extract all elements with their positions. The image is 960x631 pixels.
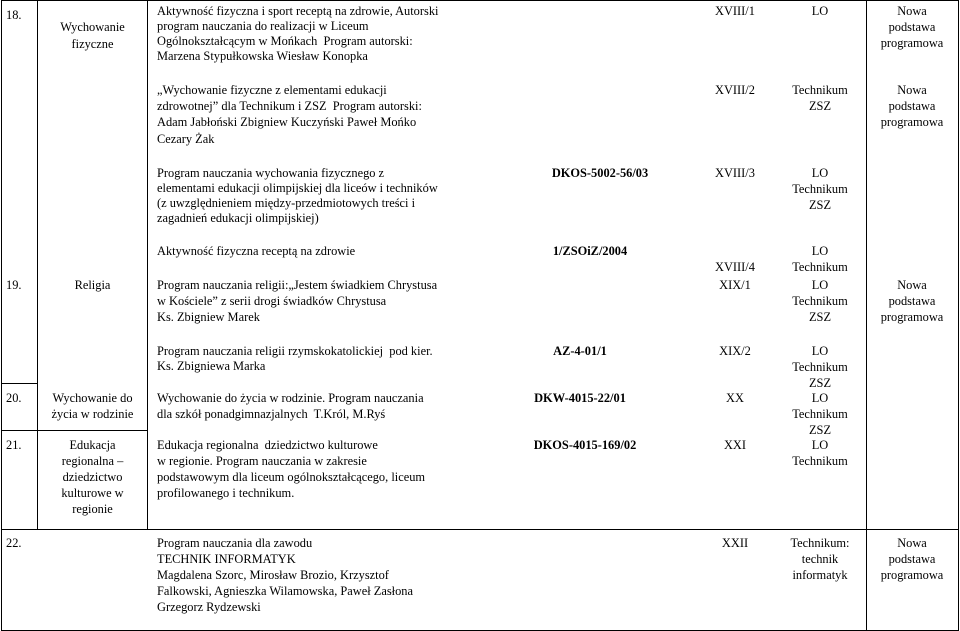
basis-type: Nowa	[897, 536, 927, 550]
program-line: Program nauczania religii:„Jestem świadkiem Chrystusa	[157, 278, 438, 292]
program-line: Aktywność fizyczna receptą na zdrowie	[157, 244, 356, 258]
program-code: XX	[726, 391, 744, 405]
rule-h	[1, 529, 958, 530]
program-line: Ks. Zbigniewa Marka	[157, 359, 266, 373]
school-type: ZSZ	[808, 99, 832, 113]
program-line: Wychowanie do życia w rodzinie. Program nauczania	[157, 391, 424, 405]
program-code: XIX/2	[719, 344, 751, 358]
program-line: Cezary Żak	[157, 132, 215, 146]
program-code: XVIII/2	[715, 83, 755, 97]
school-type: Technikum	[792, 407, 848, 421]
school-type: Technikum	[792, 83, 848, 97]
program-line: w Kościele” z serii drogi świadków Chrystusa	[157, 294, 387, 308]
program-code: XXI	[723, 438, 747, 452]
basis-type: Nowa	[897, 4, 927, 18]
program-line: Marzena Stypułkowska Wiesław Konopka	[157, 49, 368, 63]
rule-h	[1, 430, 147, 431]
program-line: Aktywność fizyczna i sport receptą na zdrowie, Autorski	[157, 4, 439, 18]
program-code: XVIII/3	[715, 166, 755, 180]
school-type: LO	[811, 278, 829, 292]
school-type: LO	[811, 244, 829, 258]
program-line: w regionie. Program nauczania w zakresie	[157, 454, 367, 468]
program-line: Program nauczania religii rzymskokatolickiej pod kier.	[157, 344, 433, 358]
school-type: ZSZ	[808, 198, 832, 212]
school-type: LO	[811, 438, 829, 452]
program-line: zdrowotnej” dla Technikum i ZSZ Program autorski:	[157, 99, 422, 113]
program-line: Grzegorz Rydzewski	[157, 600, 261, 614]
program-line: Magdalena Szorc, Mirosław Brozio, Krzysztof	[157, 568, 389, 582]
school-type: Technikum	[792, 360, 848, 374]
school-type: Technikum	[792, 294, 848, 308]
row-number: 19.	[6, 278, 22, 292]
school-type: Technikum:	[790, 536, 850, 550]
program-line: profilowanego i technikum.	[157, 486, 295, 500]
subject-line: Religia	[74, 278, 111, 292]
school-type: Technikum	[792, 454, 848, 468]
rule-v	[958, 0, 959, 631]
basis-type: podstawa	[888, 99, 936, 113]
program-line: TECHNIK INFORMATYK	[157, 552, 296, 566]
program-line: dla szkół ponadgimnazjalnych T.Król, M.Ryś	[157, 407, 386, 421]
program-line: zagadnień edukacji olimpijskiej)	[157, 211, 319, 225]
program-line: Ks. Zbigniew Marek	[157, 310, 260, 324]
subject-line: fizyczne	[71, 37, 114, 51]
rule-h	[1, 0, 959, 1]
subject-line: regionie	[72, 502, 113, 516]
program-line: Program nauczania wychowania fizycznego z	[157, 166, 385, 180]
school-type: ZSZ	[808, 423, 832, 437]
school-type: LO	[811, 391, 829, 405]
row-number: 20.	[6, 391, 22, 405]
rule-v	[147, 0, 148, 529]
school-type: Technikum	[792, 182, 848, 196]
school-type: LO	[811, 166, 829, 180]
approval-number: DKW-4015-22/01	[534, 391, 626, 405]
approval-number: DKOS-5002-56/03	[551, 166, 649, 180]
school-type: ZSZ	[808, 310, 832, 324]
row-number: 21.	[6, 438, 22, 452]
program-line: podstawowym dla liceum ogólnokształcącego, liceum	[157, 470, 426, 484]
basis-type: programowa	[880, 568, 944, 582]
subject-line: Edukacja	[69, 438, 116, 452]
subject-line: życia w rodzinie	[51, 407, 134, 421]
school-type: informatyk	[792, 568, 848, 582]
program-line: Ogólnokształcącym w Mońkach Program autorski:	[157, 34, 413, 48]
program-line: (z uwzględnieniem między-przedmiotowych treści i	[157, 196, 416, 210]
school-type: ZSZ	[808, 376, 832, 390]
program-code: XVIII/4	[715, 260, 755, 274]
rule-v	[1, 0, 2, 631]
program-line: „Wychowanie fizyczne z elementami edukacji	[157, 83, 387, 97]
program-code: XVIII/1	[715, 4, 755, 18]
basis-type: programowa	[880, 310, 944, 324]
approval-number: DKOS-4015-169/02	[533, 438, 637, 452]
school-type: Technikum	[792, 260, 848, 274]
program-line: elementami edukacji olimpijskiej dla liceów i techników	[157, 181, 438, 195]
basis-type: Nowa	[897, 278, 927, 292]
basis-type: programowa	[880, 36, 944, 50]
approval-number: AZ-4-01/1	[553, 344, 607, 358]
school-type: LO	[811, 4, 829, 18]
rule-h	[1, 383, 37, 384]
program-code: XXII	[721, 536, 749, 550]
program-line: program nauczania do realizacji w Liceum	[157, 19, 369, 33]
school-type: technik	[801, 552, 839, 566]
subject-line: kulturowe w	[61, 486, 124, 500]
subject-line: Wychowanie	[60, 20, 125, 34]
approval-number: 1/ZSOiZ/2004	[552, 244, 628, 258]
program-line: Edukacja regionalna dziedzictwo kulturowe	[157, 438, 378, 452]
program-line: Falkowski, Agnieszka Wilamowska, Paweł Zasłona	[157, 584, 413, 598]
basis-type: podstawa	[888, 20, 936, 34]
basis-type: programowa	[880, 115, 944, 129]
program-line: Adam Jabłoński Zbigniew Kuczyński Paweł Mońko	[157, 115, 417, 129]
basis-type: podstawa	[888, 552, 936, 566]
subject-line: regionalna –	[61, 454, 124, 468]
program-code: XIX/1	[719, 278, 751, 292]
program-line: Program nauczania dla zawodu	[157, 536, 313, 550]
school-type: LO	[811, 344, 829, 358]
subject-line: Wychowanie do	[52, 391, 133, 405]
subject-line: dziedzictwo	[62, 470, 123, 484]
row-number: 22.	[6, 536, 22, 550]
row-number: 18.	[6, 8, 22, 22]
basis-type: podstawa	[888, 294, 936, 308]
basis-type: Nowa	[897, 83, 927, 97]
